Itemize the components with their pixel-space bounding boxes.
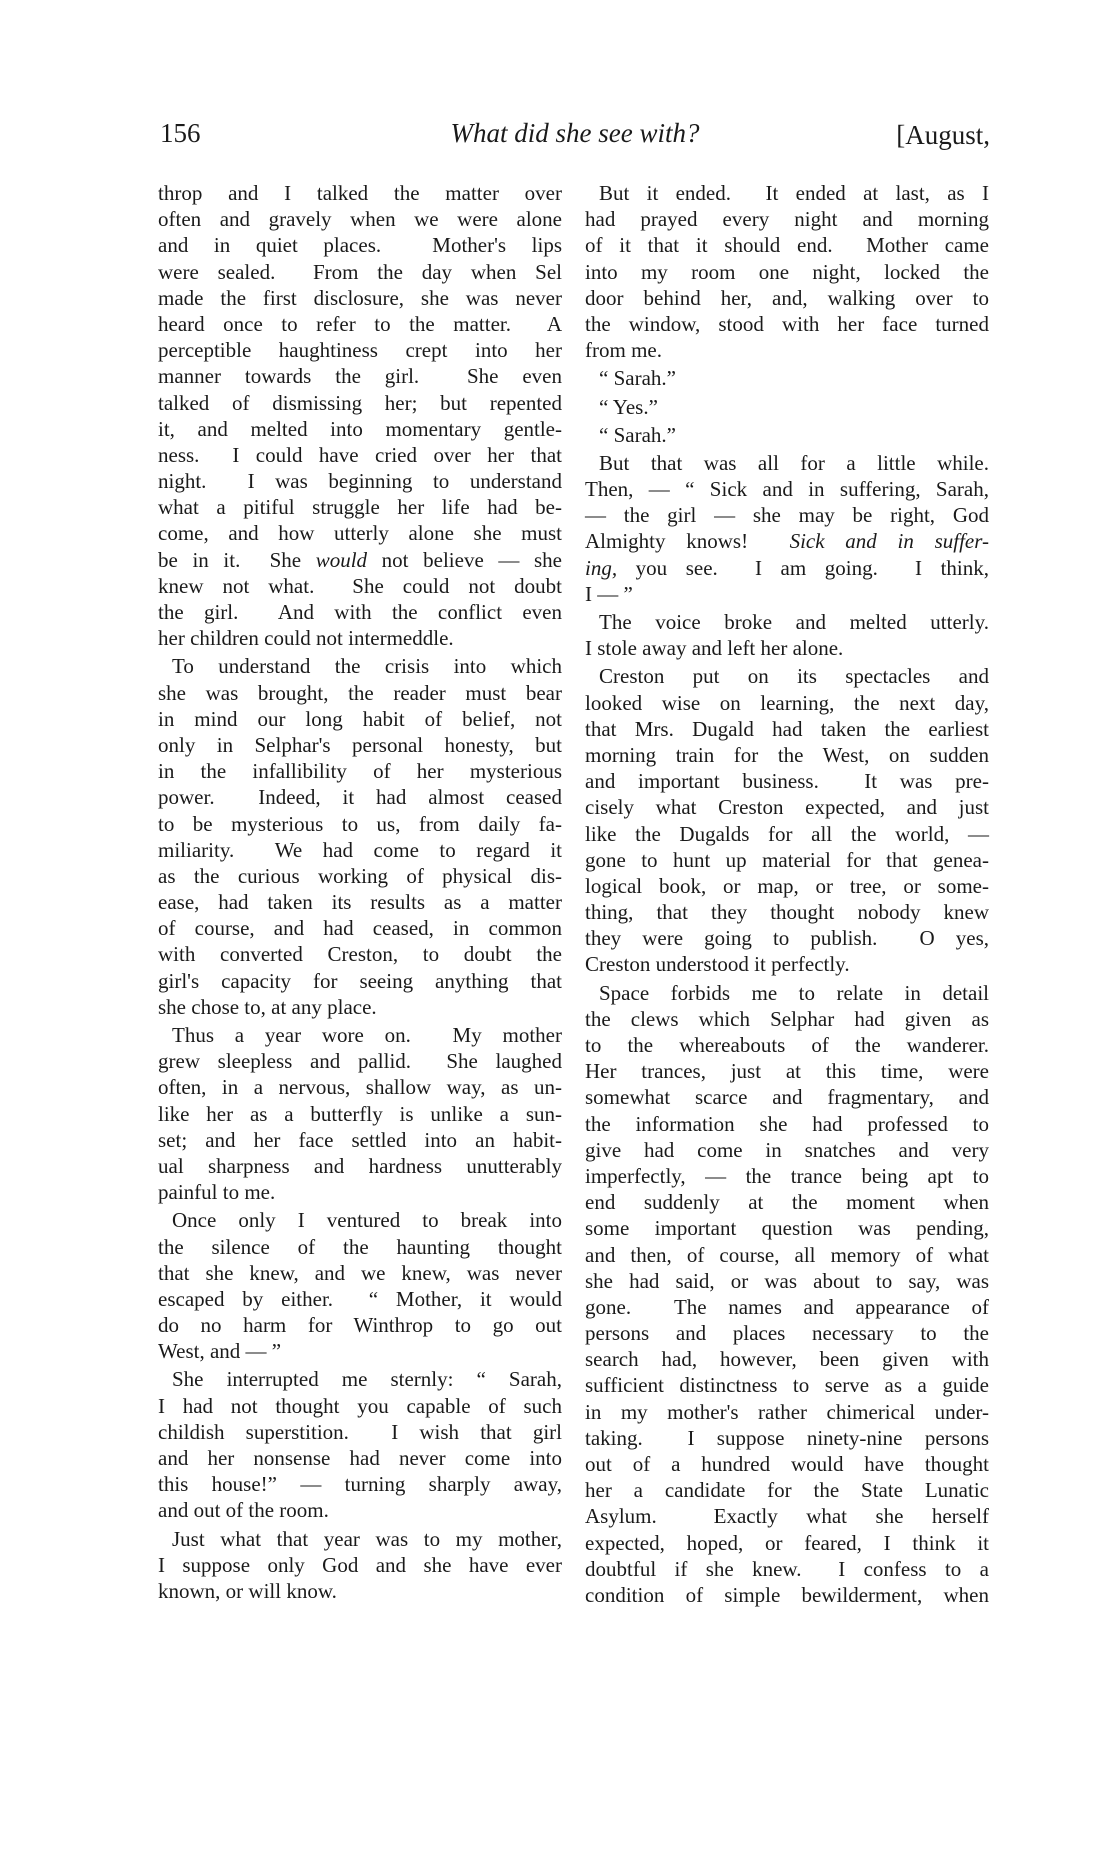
text-line: and her nonsense had never come into (158, 1446, 562, 1470)
text-line: the clews which Selphar had given as (585, 1006, 989, 1031)
text-line: “ Sarah.” (599, 422, 676, 447)
text-line: Asylum. Exactly what she herself (585, 1504, 989, 1529)
paragraph (585, 180, 989, 363)
text-line: into my room one night, locked the (585, 259, 989, 284)
paragraph (158, 653, 562, 1020)
italic-text: Sick and in suffer- (789, 529, 989, 554)
text-segment: not believe — she (367, 547, 562, 572)
text-line: I — ” (585, 581, 633, 606)
text-line: sufficient distinctness to serve as a guide (585, 1373, 989, 1398)
text-line: morning train for the West, on sudden (585, 742, 989, 767)
text-line: painful to me. (158, 1180, 276, 1205)
text-line: like her as a butterfly is unlike a sun- (158, 1101, 562, 1126)
text-line: known, or will know. (158, 1578, 337, 1603)
paragraph (158, 1526, 562, 1605)
text-line: miliarity. We had come to regard it (158, 837, 562, 862)
text-line: some important question was pending, (585, 1216, 989, 1241)
text-line: The voice broke and melted utterly. (599, 610, 989, 634)
running-header (160, 118, 990, 158)
text-line: ness. I could have cried over her that (158, 442, 562, 467)
text-line: often and gravely when we were alone (158, 207, 562, 232)
text-line: only in Selphar's personal honesty, but (158, 732, 562, 757)
paragraph (158, 1366, 562, 1523)
page-number: 156 (160, 118, 201, 148)
paragraph (585, 450, 989, 607)
text-line: logical book, or map, or tree, or some- (585, 873, 989, 898)
text-line: in mind our long habit of belief, not (158, 706, 562, 731)
issue-month: [August, (896, 120, 990, 150)
text-line: out of a hundred would have thought (585, 1452, 989, 1476)
text-line: “ Yes.” (599, 394, 658, 419)
running-title: What did she see with? (450, 118, 700, 148)
text-line: expected, hoped, or feared, I think it (585, 1530, 989, 1555)
text-line: she had said, or was about to say, was (585, 1268, 989, 1293)
text-line: Space forbids me to relate in detail (599, 980, 989, 1005)
text-line: give had come in snatches and very (585, 1137, 989, 1162)
text-line: gone to hunt up material for that genea- (585, 847, 989, 872)
text-line: do no harm for Winthrop to go out (158, 1313, 562, 1338)
text-line: I had not thought you capable of such (158, 1393, 562, 1418)
text-line: West, and — ” (158, 1339, 282, 1364)
text-line: Her trances, just at this time, were (585, 1059, 989, 1084)
text-line: search had, however, been given with (585, 1347, 989, 1372)
text-line: that Mrs. Dugald had taken the earliest (585, 716, 989, 741)
text-line: taking. I suppose ninety-nine persons (585, 1425, 989, 1450)
text-line: doubtful if she knew. I confess to a (585, 1556, 989, 1581)
text-line: Once only I ventured to break into (172, 1208, 562, 1233)
text-line: thing, that they thought nobody knew (585, 900, 989, 925)
text-line: the girl. And with the conflict even (158, 600, 562, 624)
text-line: and out of the room. (158, 1498, 329, 1523)
text-line: perceptible haughtiness crept into her (158, 338, 562, 363)
text-line: To understand the crisis into which (172, 654, 562, 679)
text-line: Creston put on its spectacles and (599, 664, 989, 689)
text-line: But that was all for a little while. (599, 450, 989, 475)
text-line: looked wise on learning, the next day, (585, 690, 989, 715)
text-line: throp and I talked the matter over (158, 181, 562, 205)
paragraph (158, 1022, 562, 1205)
text-line: I stole away and left her alone. (585, 636, 844, 661)
text-line: of course, and had ceased, in common (158, 916, 562, 941)
text-line: this house!” — turning sharply away, (158, 1472, 562, 1497)
text-segment: Almighty knows! (585, 529, 790, 554)
paragraph (585, 980, 989, 1609)
text-line: cisely what Creston expected, and just (585, 795, 989, 820)
text-line: heard once to refer to the matter. A (158, 311, 562, 336)
text-line: of it that it should end. Mother came (585, 233, 989, 258)
text-line: as the curious working of physical dis- (158, 863, 562, 888)
text-line: escaped by either. “ Mother, it would (158, 1286, 562, 1311)
text-line: grew sleepless and pallid. She laughed (158, 1049, 562, 1074)
text-line: what a pitiful struggle her life had be- (158, 495, 562, 520)
text-line: like the Dugalds for all the world, — (585, 821, 989, 846)
text-line: to be mysterious to us, from daily fa- (158, 811, 562, 836)
text-line: — the girl — she may be right, God (585, 503, 989, 528)
text-line: But it ended. It ended at last, as I (599, 181, 989, 205)
text-line: from me. (585, 338, 662, 363)
paragraph (585, 394, 989, 420)
right-column (585, 180, 989, 1610)
italic-text: ing, (585, 555, 618, 580)
text-line (585, 528, 989, 554)
text-line: girl's capacity for seeing anything that (158, 968, 562, 993)
text-line: knew not what. She could not doubt (158, 573, 562, 598)
text-line: with converted Creston, to doubt the (158, 942, 562, 967)
text-line (585, 555, 989, 581)
paragraph (585, 422, 989, 448)
text-line: that she knew, and we knew, was never (158, 1260, 562, 1285)
text-line: were sealed. From the day when Sel (158, 259, 562, 284)
text-line: they were going to publish. O yes, (585, 926, 989, 951)
text-line: and important business. It was pre- (585, 769, 989, 794)
text-segment: you see. I am going. I think, (617, 555, 989, 580)
text-line: it, and melted into momentary gentle- (158, 416, 562, 441)
paragraph (158, 180, 562, 651)
italic-text: would (315, 547, 368, 572)
text-line: had prayed every night and morning (585, 207, 989, 232)
text-line: Thus a year wore on. My mother (172, 1023, 562, 1047)
text-line: in my mother's rather chimerical under- (585, 1399, 989, 1424)
text-line: come, and how utterly alone she must (158, 521, 562, 546)
text-line: gone. The names and appearance of (585, 1294, 989, 1319)
left-column (158, 180, 562, 1606)
text-line: ease, had taken its results as a matter (158, 890, 562, 915)
text-line: door behind her, and, walking over to (585, 285, 989, 310)
text-line: She interrupted me sternly: “ Sarah, (172, 1367, 562, 1392)
text-line: persons and places necessary to the (585, 1321, 989, 1346)
text-line: her children could not intermeddle. (158, 626, 454, 651)
text-line: imperfectly, — the trance being apt to (585, 1163, 989, 1188)
text-line: manner towards the girl. She even (158, 364, 562, 389)
text-line: power. Indeed, it had almost ceased (158, 785, 562, 810)
text-line: end suddenly at the moment when (585, 1190, 989, 1215)
text-line: she chose to, at any place. (158, 994, 377, 1019)
paragraph (585, 663, 989, 977)
text-line: the silence of the haunting thought (158, 1234, 562, 1259)
text-line: Then, — “ Sick and in suffering, Sarah, (585, 477, 989, 502)
text-line: ual sharpness and hardness unutterably (158, 1153, 562, 1178)
text-line: the information she had professed to (585, 1111, 989, 1136)
text-line: I suppose only God and she have ever (158, 1552, 562, 1577)
text-line: made the first disclosure, she was never (158, 285, 562, 310)
text-line: and in quiet places. Mother's lips (158, 233, 562, 258)
text-line: and then, of course, all memory of what (585, 1242, 989, 1267)
text-line (158, 547, 562, 573)
text-line: Just what that year was to my mother, (172, 1526, 562, 1551)
paragraph (158, 1207, 562, 1364)
text-line: childish superstition. I wish that girl (158, 1419, 562, 1444)
text-line: to the whereabouts of the wanderer. (585, 1033, 989, 1057)
text-line: the window, stood with her face turned (585, 311, 989, 336)
text-line: Creston understood it perfectly. (585, 952, 850, 977)
text-line: often, in a nervous, shallow way, as un- (158, 1075, 562, 1100)
text-line: she was brought, the reader must bear (158, 680, 562, 705)
text-line: “ Sarah.” (599, 366, 676, 391)
paragraph (585, 609, 989, 661)
text-segment: be in it. She (158, 547, 316, 572)
text-line: night. I was beginning to understand (158, 469, 562, 494)
text-line: talked of dismissing her; but repented (158, 390, 562, 415)
text-line: in the infallibility of her mysterious (158, 759, 562, 784)
text-line: set; and her face settled into an habit- (158, 1127, 562, 1152)
text-line: condition of simple bewilderment, when (585, 1582, 989, 1607)
text-line: somewhat scarce and fragmentary, and (585, 1085, 989, 1110)
text-line: her a candidate for the State Lunatic (585, 1478, 989, 1503)
paragraph (585, 365, 989, 391)
